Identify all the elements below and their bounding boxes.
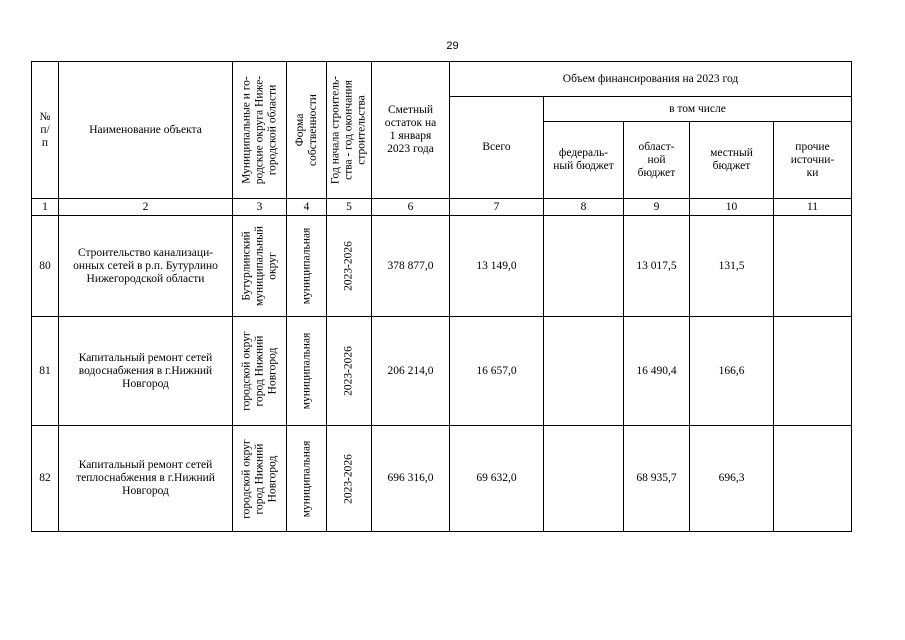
municipality-cell — [233, 216, 287, 317]
years-cell — [327, 317, 372, 426]
column-number: 9 — [624, 199, 690, 216]
years: 2023-2026 — [342, 453, 355, 504]
local: 166,6 — [690, 317, 774, 426]
ownership-cell — [287, 216, 327, 317]
object-name: Строительство канализаци- онных сетей в р.п. Бутурлино Нижегородской области — [59, 216, 233, 317]
column-number: 6 — [372, 199, 450, 216]
municipality-cell — [233, 426, 287, 532]
row-num: 81 — [32, 317, 59, 426]
object-name: Капитальный ремонт сетей теплоснабжения в г.Нижний Новгород — [59, 426, 233, 532]
header-including: в том числе — [544, 97, 852, 122]
column-number: 3 — [233, 199, 287, 216]
total: 13 149,0 — [450, 216, 544, 317]
municipality-cell — [233, 317, 287, 426]
header-years-text: Год начала строитель- ства - год окончания строительства — [329, 75, 368, 185]
local: 131,5 — [690, 216, 774, 317]
other — [774, 426, 852, 532]
header-object-name: Наименование объекта — [59, 62, 233, 199]
ownership-cell — [287, 317, 327, 426]
object-name: Капитальный ремонт сетей водоснабжения в г.Нижний Новгород — [59, 317, 233, 426]
table-row — [32, 426, 852, 532]
column-number: 11 — [774, 199, 852, 216]
total: 69 632,0 — [450, 426, 544, 532]
regional: 68 935,7 — [624, 426, 690, 532]
estimated-balance: 206 214,0 — [372, 317, 450, 426]
table-row — [32, 216, 852, 317]
total: 16 657,0 — [450, 317, 544, 426]
other — [774, 216, 852, 317]
ownership: муниципальная — [300, 332, 312, 410]
header-years — [327, 62, 372, 199]
column-number: 2 — [59, 199, 233, 216]
regional: 16 490,4 — [624, 317, 690, 426]
years: 2023-2026 — [342, 241, 355, 291]
estimated-balance: 696 316,0 — [372, 426, 450, 532]
column-number-row — [32, 199, 852, 216]
row-num: 82 — [32, 426, 59, 532]
ownership-cell — [287, 426, 327, 532]
header-ownership — [287, 62, 327, 199]
page-number: 29 — [446, 40, 459, 52]
regional: 13 017,5 — [624, 216, 690, 317]
years-cell — [327, 426, 372, 532]
header-total: Всего — [450, 97, 544, 199]
table-row — [32, 317, 852, 426]
header-federal: федераль- ный бюджет — [544, 122, 624, 199]
estimated-balance: 378 877,0 — [372, 216, 450, 317]
header-num: № п/ п — [32, 62, 59, 199]
other — [774, 317, 852, 426]
column-number: 8 — [544, 199, 624, 216]
column-number: 7 — [450, 199, 544, 216]
municipality: городской округ город Нижний Новгород — [240, 331, 278, 411]
column-number: 10 — [690, 199, 774, 216]
local: 696,3 — [690, 426, 774, 532]
federal — [544, 216, 624, 317]
ownership: муниципальная — [300, 440, 312, 517]
federal — [544, 426, 624, 532]
header-municipality — [233, 62, 287, 199]
years: 2023-2026 — [342, 346, 355, 396]
years-cell — [327, 216, 372, 317]
header-regional: област- ной бюджет — [624, 122, 690, 199]
ownership: муниципальная — [300, 227, 312, 305]
header-local: местный бюджет — [690, 122, 774, 199]
municipality: Бутурлинский муниципальный округ — [240, 225, 278, 307]
financing-table — [31, 61, 852, 532]
header-row-1 — [32, 62, 852, 97]
header-municipality-text: Муниципальные и го- родские округа Ниже- городской области — [240, 75, 278, 185]
header-other: прочие источни- ки — [774, 122, 852, 199]
municipality: городской округ город Нижний Новгород — [240, 438, 278, 519]
header-ownership-text: Форма собственности — [293, 94, 319, 166]
federal — [544, 317, 624, 426]
column-number: 4 — [287, 199, 327, 216]
header-estimated-balance: Сметный остаток на 1 января 2023 года — [372, 62, 450, 199]
row-num: 80 — [32, 216, 59, 317]
column-number: 5 — [327, 199, 372, 216]
header-funding: Объем финансирования на 2023 год — [450, 62, 852, 97]
column-number: 1 — [32, 199, 59, 216]
